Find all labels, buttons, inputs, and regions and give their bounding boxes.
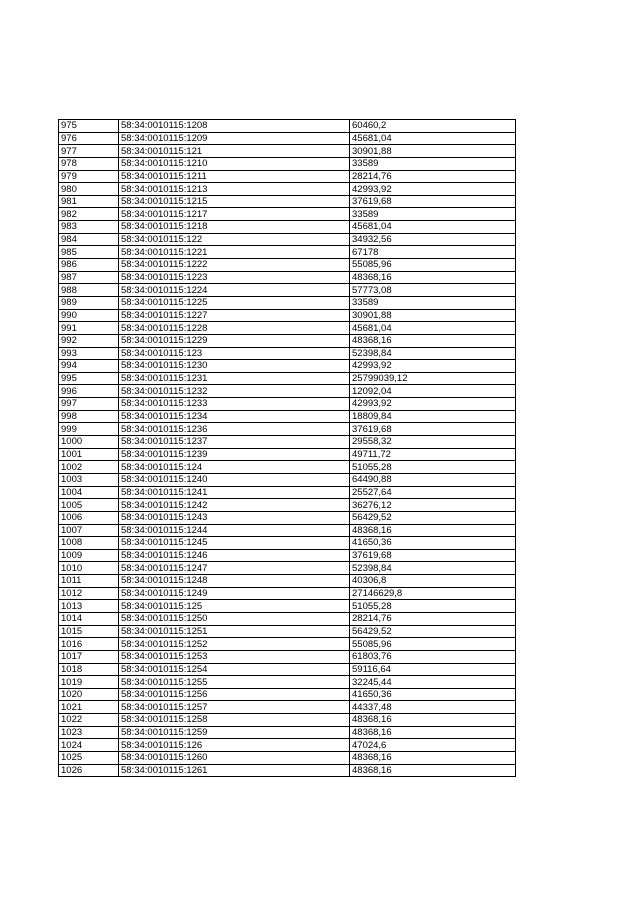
table-row [59, 461, 516, 474]
cadastral-number-cell: 58:34:0010115:1229 [119, 334, 350, 347]
table-row [59, 132, 516, 145]
value-cell: 30901,88 [350, 145, 516, 158]
table-row [59, 436, 516, 449]
row-number-cell: 1010 [59, 562, 119, 575]
value-cell: 18809,84 [350, 410, 516, 423]
value-cell: 27146629,8 [350, 587, 516, 600]
value-cell: 25527,64 [350, 486, 516, 499]
value-cell: 56429,52 [350, 511, 516, 524]
table-row [59, 663, 516, 676]
value-cell: 32245,44 [350, 676, 516, 689]
row-number-cell: 993 [59, 347, 119, 360]
cadastral-number-cell: 58:34:0010115:1228 [119, 322, 350, 335]
table-row [59, 726, 516, 739]
row-number-cell: 1015 [59, 625, 119, 638]
row-number-cell: 983 [59, 221, 119, 234]
value-cell: 41650,36 [350, 688, 516, 701]
table-row [59, 650, 516, 663]
cadastral-number-cell: 58:34:0010115:1256 [119, 688, 350, 701]
cadastral-number-cell: 58:34:0010115:1231 [119, 372, 350, 385]
value-cell: 59116,64 [350, 663, 516, 676]
table-row [59, 537, 516, 550]
value-cell: 48368,16 [350, 726, 516, 739]
row-number-cell: 994 [59, 360, 119, 373]
table-row [59, 309, 516, 322]
value-cell: 57773,08 [350, 284, 516, 297]
cadastral-number-cell: 58:34:0010115:1251 [119, 625, 350, 638]
cadastral-number-cell: 58:34:0010115:1253 [119, 650, 350, 663]
table-row [59, 511, 516, 524]
value-cell: 45681,04 [350, 132, 516, 145]
table-row [59, 473, 516, 486]
row-number-cell: 1002 [59, 461, 119, 474]
cadastral-number-cell: 58:34:0010115:1218 [119, 221, 350, 234]
value-cell: 28214,76 [350, 170, 516, 183]
table-row [59, 233, 516, 246]
cadastral-number-cell: 58:34:0010115:1239 [119, 448, 350, 461]
value-cell: 29558,32 [350, 436, 516, 449]
row-number-cell: 1019 [59, 676, 119, 689]
table-row [59, 259, 516, 272]
cadastral-number-cell: 58:34:0010115:1250 [119, 612, 350, 625]
cadastral-number-cell: 58:34:0010115:1234 [119, 410, 350, 423]
cadastral-number-cell: 58:34:0010115:124 [119, 461, 350, 474]
table-row [59, 195, 516, 208]
row-number-cell: 1006 [59, 511, 119, 524]
cadastral-number-cell: 58:34:0010115:1245 [119, 537, 350, 550]
table-row [59, 410, 516, 423]
value-cell: 47024,6 [350, 739, 516, 752]
row-number-cell: 1024 [59, 739, 119, 752]
cadastral-number-cell: 58:34:0010115:1232 [119, 385, 350, 398]
cadastral-number-cell: 58:34:0010115:126 [119, 739, 350, 752]
cadastral-number-cell: 58:34:0010115:1208 [119, 120, 350, 133]
value-cell: 48368,16 [350, 714, 516, 727]
cadastral-number-cell: 58:34:0010115:1246 [119, 549, 350, 562]
value-cell: 37619,68 [350, 423, 516, 436]
cadastral-number-cell: 58:34:0010115:1244 [119, 524, 350, 537]
value-cell: 52398,84 [350, 347, 516, 360]
row-number-cell: 986 [59, 259, 119, 272]
value-cell: 41650,36 [350, 537, 516, 550]
cadastral-number-cell: 58:34:0010115:1252 [119, 638, 350, 651]
row-number-cell: 980 [59, 183, 119, 196]
row-number-cell: 1011 [59, 575, 119, 588]
cadastral-number-cell: 58:34:0010115:1259 [119, 726, 350, 739]
cadastral-number-cell: 58:34:0010115:1211 [119, 170, 350, 183]
cadastral-number-cell: 58:34:0010115:1241 [119, 486, 350, 499]
table-row [59, 145, 516, 158]
value-cell: 55085,96 [350, 638, 516, 651]
cadastral-number-cell: 58:34:0010115:1247 [119, 562, 350, 575]
value-cell: 56429,52 [350, 625, 516, 638]
value-cell: 51055,28 [350, 600, 516, 613]
value-cell: 28214,76 [350, 612, 516, 625]
table-row [59, 764, 516, 777]
table-row [59, 157, 516, 170]
cadastral-number-cell: 58:34:0010115:1224 [119, 284, 350, 297]
table-row [59, 271, 516, 284]
value-cell: 52398,84 [350, 562, 516, 575]
cadastral-number-cell: 58:34:0010115:1223 [119, 271, 350, 284]
cadastral-number-cell: 58:34:0010115:1225 [119, 296, 350, 309]
table-row [59, 587, 516, 600]
table-row [59, 372, 516, 385]
value-cell: 64490,88 [350, 473, 516, 486]
row-number-cell: 1000 [59, 436, 119, 449]
row-number-cell: 1001 [59, 448, 119, 461]
table-row [59, 701, 516, 714]
value-cell: 40306,8 [350, 575, 516, 588]
value-cell: 33589 [350, 157, 516, 170]
cadastral-number-cell: 58:34:0010115:1236 [119, 423, 350, 436]
table-row [59, 448, 516, 461]
value-cell: 37619,68 [350, 549, 516, 562]
cadastral-number-cell: 58:34:0010115:1209 [119, 132, 350, 145]
cadastral-number-cell: 58:34:0010115:1215 [119, 195, 350, 208]
table-row [59, 575, 516, 588]
value-cell: 45681,04 [350, 221, 516, 234]
cadastral-number-cell: 58:34:0010115:1221 [119, 246, 350, 259]
table-row [59, 334, 516, 347]
cadastral-number-cell: 58:34:0010115:1258 [119, 714, 350, 727]
row-number-cell: 999 [59, 423, 119, 436]
row-number-cell: 996 [59, 385, 119, 398]
row-number-cell: 995 [59, 372, 119, 385]
table-row [59, 296, 516, 309]
value-cell: 33589 [350, 208, 516, 221]
cadastral-number-cell: 58:34:0010115:125 [119, 600, 350, 613]
cadastral-number-cell: 58:34:0010115:1227 [119, 309, 350, 322]
table-row [59, 688, 516, 701]
table-row [59, 562, 516, 575]
value-cell: 49711,72 [350, 448, 516, 461]
cadastral-number-cell: 58:34:0010115:1210 [119, 157, 350, 170]
table-row [59, 208, 516, 221]
table-row [59, 549, 516, 562]
value-cell: 48368,16 [350, 752, 516, 765]
row-number-cell: 1025 [59, 752, 119, 765]
table-row [59, 676, 516, 689]
value-cell: 48368,16 [350, 271, 516, 284]
value-cell: 61803,76 [350, 650, 516, 663]
cadastral-number-cell: 58:34:0010115:1237 [119, 436, 350, 449]
table-row [59, 385, 516, 398]
row-number-cell: 991 [59, 322, 119, 335]
row-number-cell: 1022 [59, 714, 119, 727]
row-number-cell: 1004 [59, 486, 119, 499]
row-number-cell: 1026 [59, 764, 119, 777]
row-number-cell: 1016 [59, 638, 119, 651]
row-number-cell: 998 [59, 410, 119, 423]
value-cell: 30901,88 [350, 309, 516, 322]
row-number-cell: 975 [59, 120, 119, 133]
table-row [59, 625, 516, 638]
row-number-cell: 1005 [59, 499, 119, 512]
table-row [59, 322, 516, 335]
value-cell: 37619,68 [350, 195, 516, 208]
table-row [59, 170, 516, 183]
row-number-cell: 987 [59, 271, 119, 284]
value-cell: 51055,28 [350, 461, 516, 474]
table-row [59, 524, 516, 537]
cadastral-number-cell: 58:34:0010115:1222 [119, 259, 350, 272]
cadastral-number-cell: 58:34:0010115:1242 [119, 499, 350, 512]
table-row [59, 221, 516, 234]
row-number-cell: 981 [59, 195, 119, 208]
cadastral-number-cell: 58:34:0010115:1248 [119, 575, 350, 588]
cadastral-number-cell: 58:34:0010115:1240 [119, 473, 350, 486]
row-number-cell: 1018 [59, 663, 119, 676]
value-cell: 55085,96 [350, 259, 516, 272]
table-body [59, 120, 516, 777]
value-cell: 48368,16 [350, 764, 516, 777]
row-number-cell: 992 [59, 334, 119, 347]
cadastral-number-cell: 58:34:0010115:122 [119, 233, 350, 246]
cadastral-number-cell: 58:34:0010115:1230 [119, 360, 350, 373]
cadastral-number-cell: 58:34:0010115:1233 [119, 398, 350, 411]
row-number-cell: 989 [59, 296, 119, 309]
cadastral-number-cell: 58:34:0010115:1260 [119, 752, 350, 765]
table-row [59, 752, 516, 765]
cadastral-number-cell: 58:34:0010115:1217 [119, 208, 350, 221]
row-number-cell: 982 [59, 208, 119, 221]
row-number-cell: 979 [59, 170, 119, 183]
value-cell: 42993,92 [350, 183, 516, 196]
cadastral-number-cell: 58:34:0010115:123 [119, 347, 350, 360]
table-row [59, 486, 516, 499]
cadastral-number-cell: 58:34:0010115:1243 [119, 511, 350, 524]
value-cell: 48368,16 [350, 524, 516, 537]
table-row [59, 600, 516, 613]
row-number-cell: 1012 [59, 587, 119, 600]
table-row [59, 347, 516, 360]
table-row [59, 284, 516, 297]
table-row [59, 612, 516, 625]
table-row [59, 739, 516, 752]
value-cell: 33589 [350, 296, 516, 309]
value-cell: 34932,56 [350, 233, 516, 246]
row-number-cell: 1013 [59, 600, 119, 613]
value-cell: 48368,16 [350, 334, 516, 347]
table-row [59, 120, 516, 133]
value-cell: 42993,92 [350, 360, 516, 373]
table-row [59, 183, 516, 196]
row-number-cell: 1023 [59, 726, 119, 739]
row-number-cell: 1014 [59, 612, 119, 625]
value-cell: 42993,92 [350, 398, 516, 411]
row-number-cell: 978 [59, 157, 119, 170]
cadastral-number-cell: 58:34:0010115:1255 [119, 676, 350, 689]
cadastral-values-table [58, 119, 516, 777]
row-number-cell: 977 [59, 145, 119, 158]
table-row [59, 499, 516, 512]
cadastral-number-cell: 58:34:0010115:1249 [119, 587, 350, 600]
cadastral-number-cell: 58:34:0010115:1257 [119, 701, 350, 714]
value-cell: 44337,48 [350, 701, 516, 714]
row-number-cell: 1008 [59, 537, 119, 550]
row-number-cell: 985 [59, 246, 119, 259]
row-number-cell: 1021 [59, 701, 119, 714]
cadastral-number-cell: 58:34:0010115:121 [119, 145, 350, 158]
row-number-cell: 1020 [59, 688, 119, 701]
value-cell: 60460,2 [350, 120, 516, 133]
value-cell: 12092,04 [350, 385, 516, 398]
value-cell: 36276,12 [350, 499, 516, 512]
cadastral-number-cell: 58:34:0010115:1254 [119, 663, 350, 676]
cadastral-number-cell: 58:34:0010115:1261 [119, 764, 350, 777]
cadastral-number-cell: 58:34:0010115:1213 [119, 183, 350, 196]
row-number-cell: 1003 [59, 473, 119, 486]
row-number-cell: 984 [59, 233, 119, 246]
table-row [59, 638, 516, 651]
table-row [59, 246, 516, 259]
value-cell: 45681,04 [350, 322, 516, 335]
row-number-cell: 1007 [59, 524, 119, 537]
value-cell: 67178 [350, 246, 516, 259]
row-number-cell: 1017 [59, 650, 119, 663]
table-row [59, 398, 516, 411]
row-number-cell: 990 [59, 309, 119, 322]
row-number-cell: 988 [59, 284, 119, 297]
table-row [59, 423, 516, 436]
table-row [59, 360, 516, 373]
row-number-cell: 1009 [59, 549, 119, 562]
row-number-cell: 976 [59, 132, 119, 145]
value-cell: 25799039,12 [350, 372, 516, 385]
table-row [59, 714, 516, 727]
row-number-cell: 997 [59, 398, 119, 411]
